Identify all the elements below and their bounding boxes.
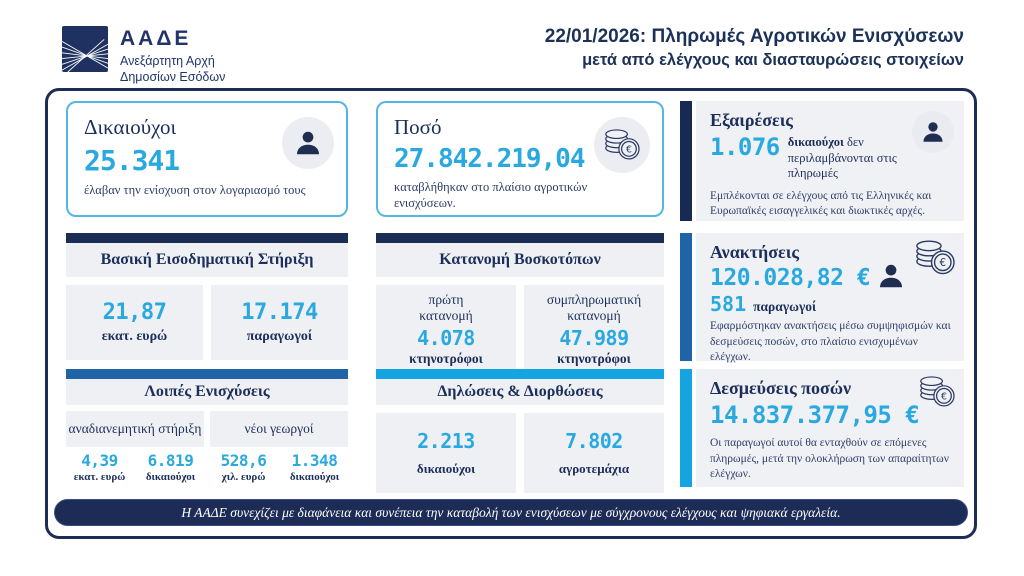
page-title-line1: 22/01/2026: Πληρωμές Αγροτικών Ενισχύσεων [544, 26, 964, 47]
stat-cell [66, 451, 133, 483]
stat-cell [281, 451, 348, 483]
section-top-bar [66, 369, 348, 379]
withheld-amounts-panel [680, 369, 964, 487]
beneficiaries-description: έλαβαν την ενίσχυση στον λογαριασμό τους [84, 183, 306, 197]
person-icon [912, 111, 954, 153]
recoveries-count-label: παραγωγοί [753, 299, 817, 314]
pasture-allocation-section [376, 233, 664, 374]
stat-box [524, 285, 664, 374]
panel-body [696, 101, 964, 221]
other-aids-groups [66, 411, 348, 483]
stat-value: 21,87 [102, 300, 167, 325]
other-aids-title: Λοιπές Ενισχύσεις [66, 379, 348, 405]
pasture-allocation-stats [376, 285, 664, 374]
panel-accent-bar [680, 369, 692, 487]
stat-value: 6.819 [147, 451, 194, 470]
stat-cell [210, 451, 277, 483]
declarations-section [376, 369, 664, 493]
page-title [545, 26, 964, 70]
beneficiaries-title: Δικαιούχοι [84, 115, 177, 139]
panel-accent-bar [680, 101, 692, 221]
stat-value: 1.348 [291, 451, 338, 470]
amount-card [376, 101, 664, 217]
declarations-stats [376, 413, 664, 493]
group-stats [66, 451, 204, 483]
exclusions-label-bold: δικαιούχοι [787, 135, 844, 149]
recoveries-panel [680, 233, 964, 364]
panel-accent-bar [680, 233, 692, 361]
stat-value: 2.213 [417, 429, 475, 453]
stat-box [211, 285, 348, 360]
stat-value: 17.174 [241, 300, 318, 325]
stat-value: 7.802 [565, 429, 623, 453]
withheld-amounts-title: Δεσμεύσεις ποσών [710, 378, 852, 398]
recoveries-value: 120.028,82 € [710, 265, 871, 291]
panel-body [696, 233, 964, 364]
recoveries-title: Ανακτήσεις [710, 242, 799, 262]
panel-body [696, 369, 964, 487]
basic-income-support-title: Βασική Εισοδηματική Στήριξη [66, 243, 348, 277]
euro-coins-icon [912, 239, 958, 282]
section-top-bar [66, 233, 348, 243]
stat-value: 4,39 [81, 451, 118, 470]
young-farmers-group [210, 411, 348, 483]
stat-label: δικαιούχοι [416, 461, 476, 476]
exclusions-title: Εξαιρέσεις [710, 110, 793, 130]
basic-income-support-stats [66, 285, 348, 360]
amount-description: καταβλήθηκαν στο πλαίσιο αγροτικών ενισχύσεων. [394, 180, 588, 210]
stat-value: 4.078 [417, 326, 475, 351]
exclusions-value: 1.076 [710, 133, 780, 161]
stat-label: εκατ. ευρώ [73, 471, 126, 483]
group-title: αναδιανεμητική στήριξη [66, 411, 204, 447]
stat-value: 528,6 [220, 451, 267, 470]
redistribution-group [66, 411, 204, 483]
stat-label: αγροτεμάχια [558, 461, 630, 476]
exclusions-description: Εμπλέκονται σε ελέγχους από τις Ελληνικές και Ευρωπαϊκές εισαγγελικές και διωκτικές αρχές. [710, 189, 932, 218]
withheld-amounts-description: Οι παραγωγοί αυτοί θα ενταχθούν σε επόμενες πληρωμές, μετά την ολοκλήρωση των απαραίτητων ελέγχων. [710, 437, 949, 481]
stat-top-label: πρώτη κατανομή [419, 292, 473, 323]
amount-value: 27.842.219,04 [394, 144, 585, 174]
stat-label: παραγωγοί [246, 329, 313, 344]
basic-income-support-section [66, 233, 348, 360]
stat-label: δικαιούχοι [289, 471, 340, 483]
main-frame [45, 88, 977, 539]
stat-label: εκατ. ευρώ [101, 329, 168, 344]
beneficiaries-card [66, 101, 348, 217]
pasture-allocation-title: Κατανομή Βοσκοτόπων [376, 243, 664, 277]
recoveries-description: Εφαρμόστηκαν ανακτήσεις μέσω συμψηφισμών και δεσμεύσεις ποσών, στο πλαίσιο ενισχυμένων ελέγχων. [710, 320, 951, 364]
brand-name: Ανεξάρτητη Αρχή Δημοσίων Εσόδων [120, 54, 226, 85]
declarations-title: Δηλώσεις & Διορθώσεις [376, 379, 664, 405]
stat-box [376, 413, 516, 493]
footer-banner [54, 499, 968, 526]
stat-top-label: συμπληρωματική κατανομή [546, 292, 642, 323]
stat-box [66, 285, 203, 360]
stat-box [524, 413, 664, 493]
person-icon [876, 261, 906, 296]
other-aids-section [66, 369, 348, 483]
person-icon [282, 117, 334, 169]
stat-label: κτηνοτρόφοι [409, 351, 483, 367]
stat-box [376, 285, 516, 374]
stat-label: δικαιούχοι [145, 471, 196, 483]
recoveries-count: 581 [710, 292, 747, 316]
beneficiaries-value: 25.341 [84, 144, 180, 177]
euro-coins-icon [594, 117, 650, 173]
page-title-line2: μετά από ελέγχους και διασταυρώσεις στοιχείων [582, 51, 964, 69]
stat-label: κτηνοτρόφοι [557, 351, 631, 367]
stat-cell [137, 451, 204, 483]
exclusions-panel [680, 101, 964, 221]
brand-block [120, 27, 225, 86]
footer-text: Η ΑΑΔΕ συνεχίζει με διαφάνεια και συνέπεια την καταβολή των ενισχύσεων με σύγχρονους ελέγχους και ψηφιακά εργαλεία. [181, 504, 841, 520]
group-stats [210, 451, 348, 483]
section-top-bar [376, 369, 664, 379]
exclusions-label-rest: δεν περιλαμβάνονται στις πληρωμές [787, 135, 897, 181]
recoveries-count-row [710, 292, 952, 316]
stat-value: 47.989 [559, 326, 629, 351]
brand-acronym: ΑΑΔΕ [120, 27, 192, 50]
withheld-amounts-value: 14.837.377,95 € [710, 401, 920, 429]
stat-label: χιλ. ευρώ [221, 471, 266, 483]
amount-title: Ποσό [394, 115, 442, 139]
section-top-bar [376, 233, 664, 243]
group-title: νέοι γεωργοί [210, 411, 348, 447]
aade-logo-icon [62, 26, 108, 72]
euro-coins-icon [916, 375, 958, 414]
